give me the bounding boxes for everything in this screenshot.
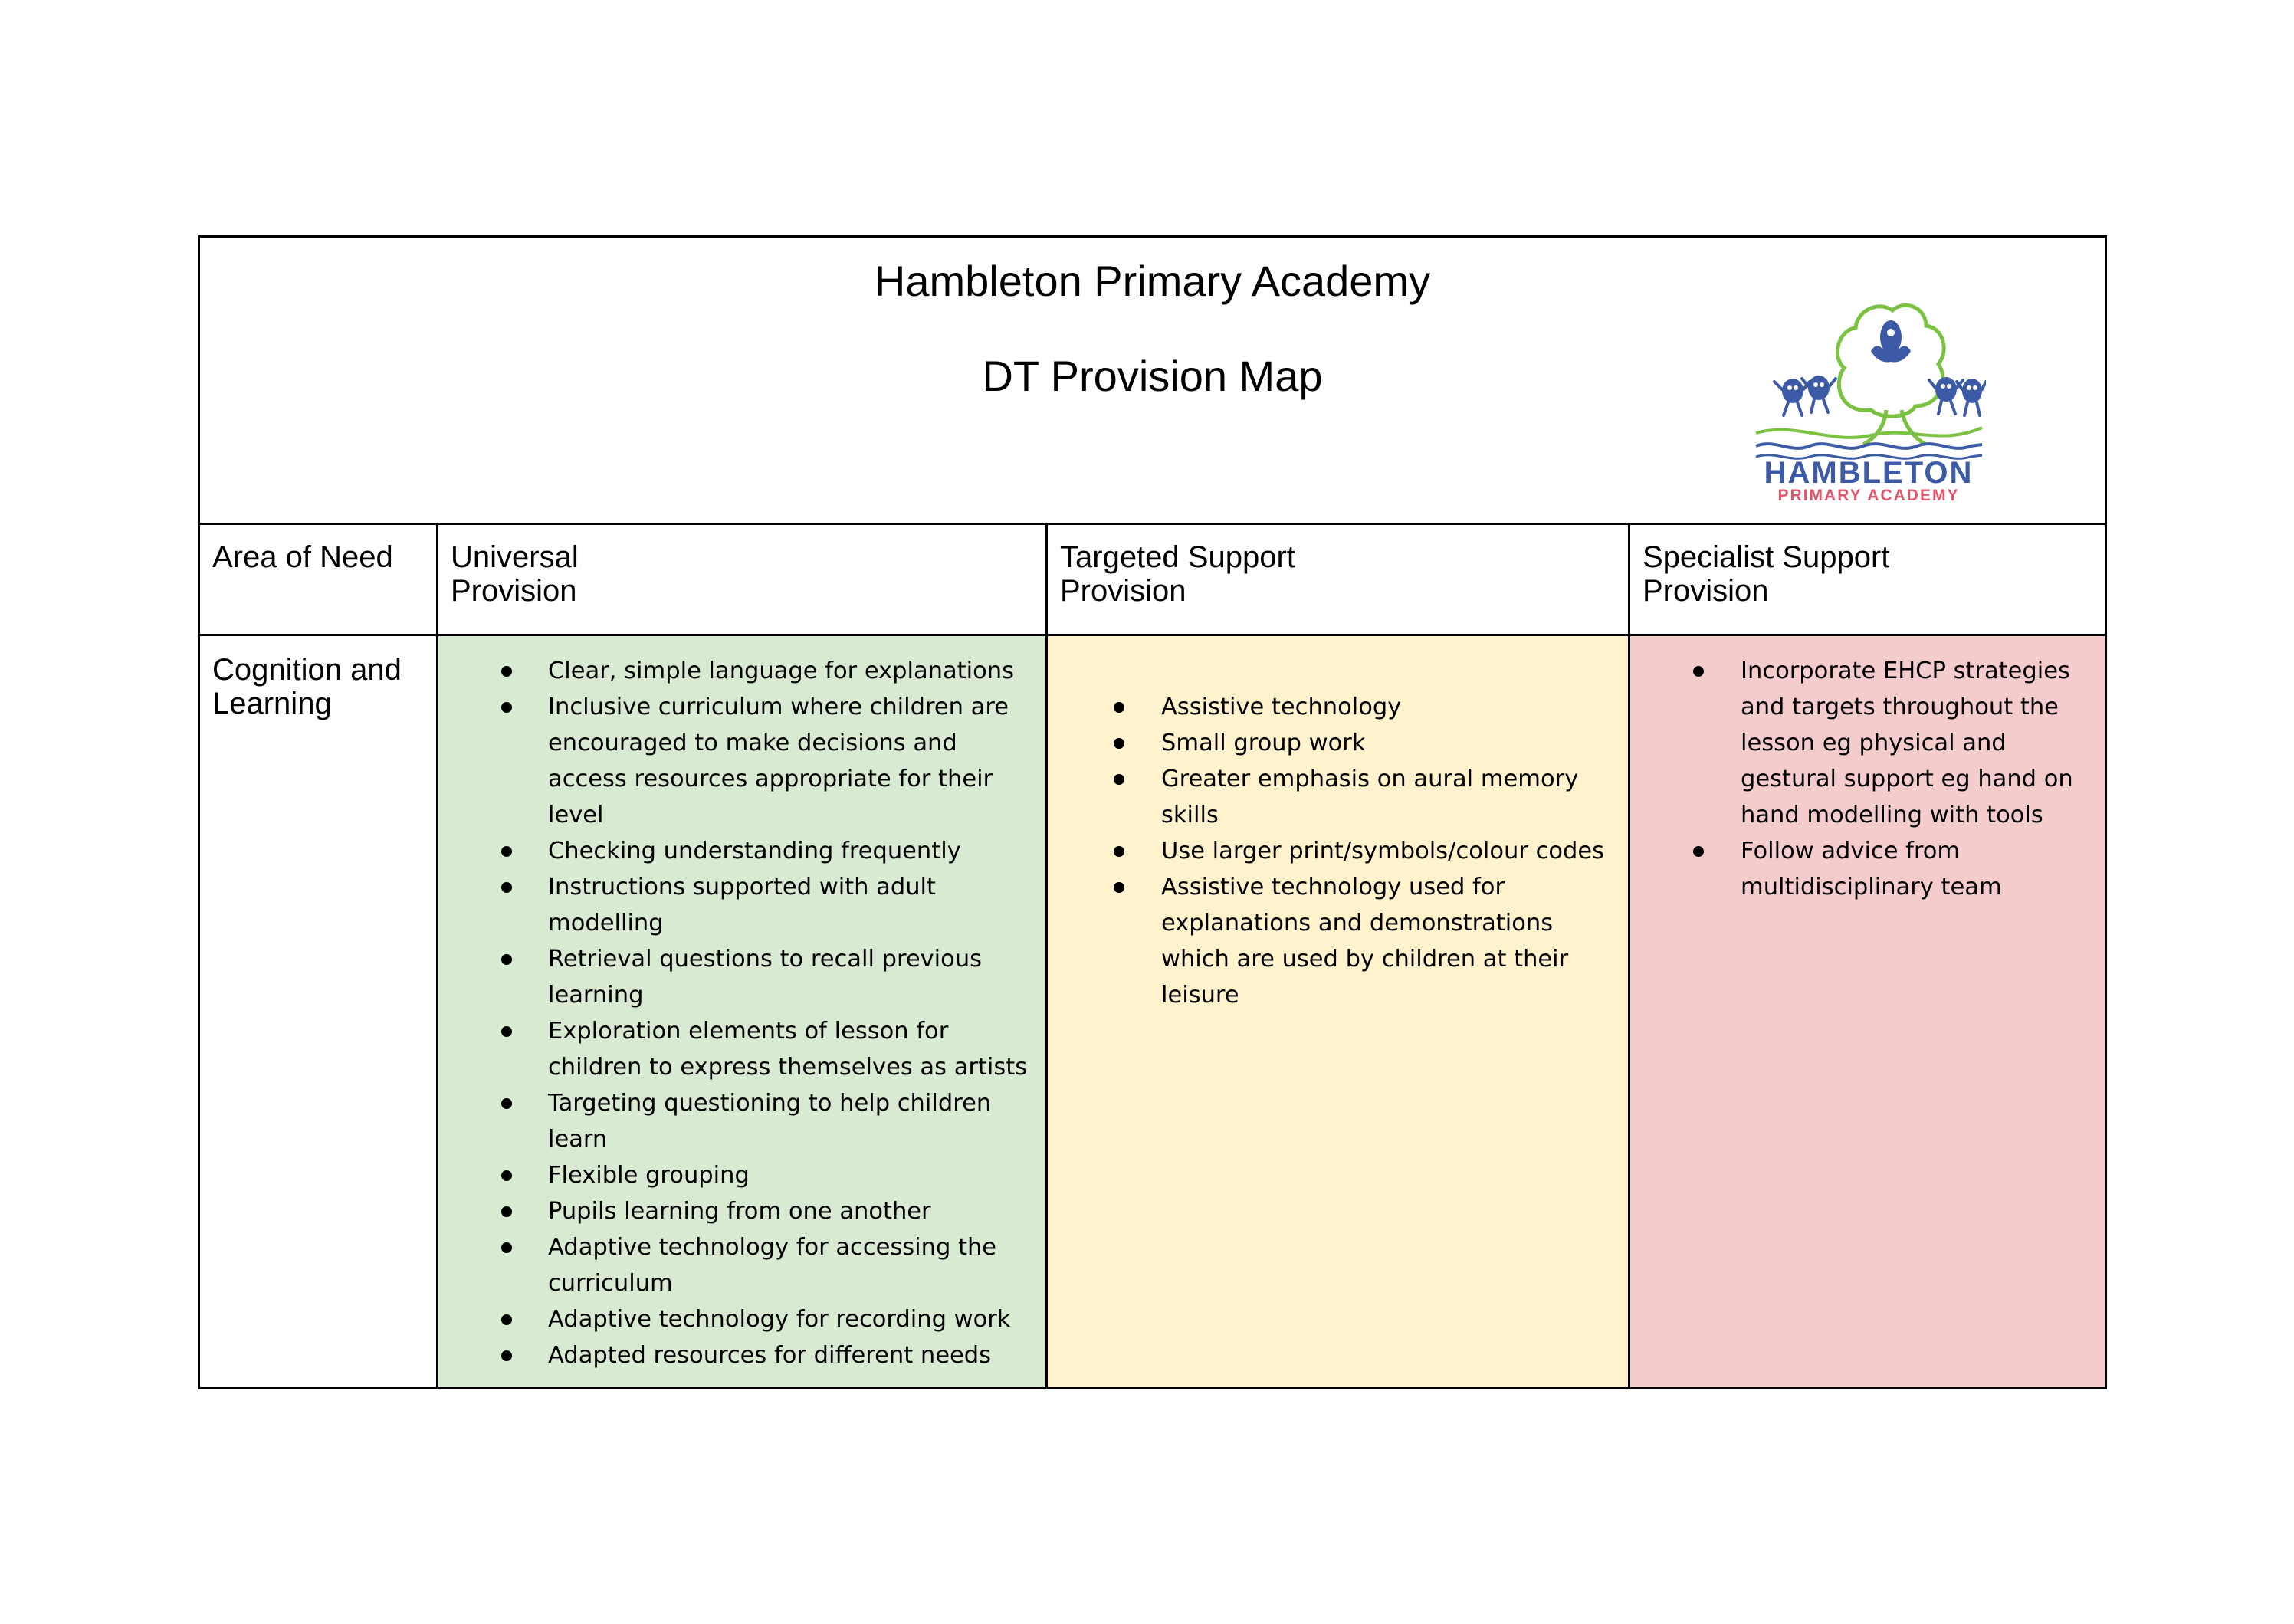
- bullet-icon: [1693, 666, 1704, 677]
- logo-name: HAMBLETON: [1764, 456, 1974, 490]
- row-label-text: Cognition and: [212, 653, 402, 687]
- bullet-icon: [1114, 774, 1124, 785]
- list-item: Exploration elements of lesson for children to express themselves as artists: [438, 1013, 1045, 1085]
- list-item: Assistive technology: [1048, 689, 1628, 725]
- row-label-cognition-learning: [199, 635, 438, 1389]
- list-item: Small group work: [1048, 725, 1628, 761]
- list-item: Follow advice from multidisciplinary team: [1630, 833, 2105, 905]
- school-logo: [1748, 284, 1986, 506]
- list-item: Adapted resources for different needs: [438, 1337, 1045, 1373]
- list-item: Checking understanding frequently: [438, 833, 1045, 869]
- list-item: Instructions supported with adult modelling: [438, 869, 1045, 941]
- page-title: Hambleton Primary Academy: [874, 257, 1431, 305]
- bullet-icon: [1114, 738, 1124, 749]
- row-label-text: Learning: [212, 687, 332, 720]
- bullet-icon: [501, 1026, 512, 1037]
- column-header-label: Specialist Support: [1643, 540, 1890, 574]
- column-header-label: Area of Need: [212, 540, 393, 574]
- header-cell: [199, 237, 2106, 524]
- bullet-icon: [1114, 702, 1124, 713]
- bullet-icon: [501, 1350, 512, 1361]
- bullet-icon: [1114, 882, 1124, 893]
- bullet-icon: [501, 666, 512, 677]
- column-header-specialist: [1629, 524, 2106, 635]
- specialist-support-cell: [1629, 635, 2106, 1389]
- page-subtitle: DT Provision Map: [982, 352, 1323, 400]
- list-item: Targeting questioning to help children learn: [438, 1085, 1045, 1157]
- bullet-icon: [1114, 846, 1124, 857]
- column-header-label: Provision: [451, 574, 577, 608]
- bullet-icon: [501, 1314, 512, 1325]
- provision-map-table: [198, 235, 2107, 1389]
- list-item: Assistive technology used for explanations and demonstrations which are used by children at their leisure: [1048, 869, 1628, 1013]
- list-item: Adaptive technology for recording work: [438, 1301, 1045, 1337]
- bullet-icon: [501, 1242, 512, 1253]
- column-header-label: Provision: [1060, 574, 1186, 608]
- list-item: Incorporate EHCP strategies and targets throughout the lesson eg physical and gestural support eg hand on hand modelling with tools: [1630, 653, 2105, 833]
- logo-tagline: PRIMARY ACADEMY: [1777, 487, 1960, 504]
- universal-provision-list: [438, 636, 1045, 1373]
- column-header-label: Targeted Support: [1060, 540, 1295, 574]
- specialist-support-list: [1630, 636, 2105, 905]
- list-item: Pupils learning from one another: [438, 1193, 1045, 1229]
- list-item: Adaptive technology for accessing the curriculum: [438, 1229, 1045, 1301]
- bullet-icon: [501, 702, 512, 713]
- bullet-icon: [501, 846, 512, 857]
- column-header-targeted: [1047, 524, 1629, 635]
- bullet-icon: [501, 1170, 512, 1181]
- bullet-icon: [501, 882, 512, 893]
- bullet-icon: [501, 1098, 512, 1109]
- column-header-label: Provision: [1643, 574, 1769, 608]
- column-header-universal: [438, 524, 1047, 635]
- list-item: Use larger print/symbols/colour codes: [1048, 833, 1628, 869]
- list-item: Greater emphasis on aural memory skills: [1048, 761, 1628, 833]
- column-header-label: Universal: [451, 540, 579, 574]
- bullet-icon: [501, 1206, 512, 1217]
- bullet-icon: [501, 954, 512, 965]
- targeted-support-cell: [1047, 635, 1629, 1389]
- bullet-icon: [1693, 846, 1704, 857]
- column-header-area-of-need: [199, 524, 438, 635]
- universal-provision-cell: [438, 635, 1047, 1389]
- list-item: Inclusive curriculum where children are encouraged to make decisions and access resources appropriate for their level: [438, 689, 1045, 833]
- list-item: Clear, simple language for explanations: [438, 653, 1045, 689]
- list-item: Retrieval questions to recall previous learning: [438, 941, 1045, 1013]
- targeted-support-list: [1048, 636, 1628, 1013]
- list-item: Flexible grouping: [438, 1157, 1045, 1193]
